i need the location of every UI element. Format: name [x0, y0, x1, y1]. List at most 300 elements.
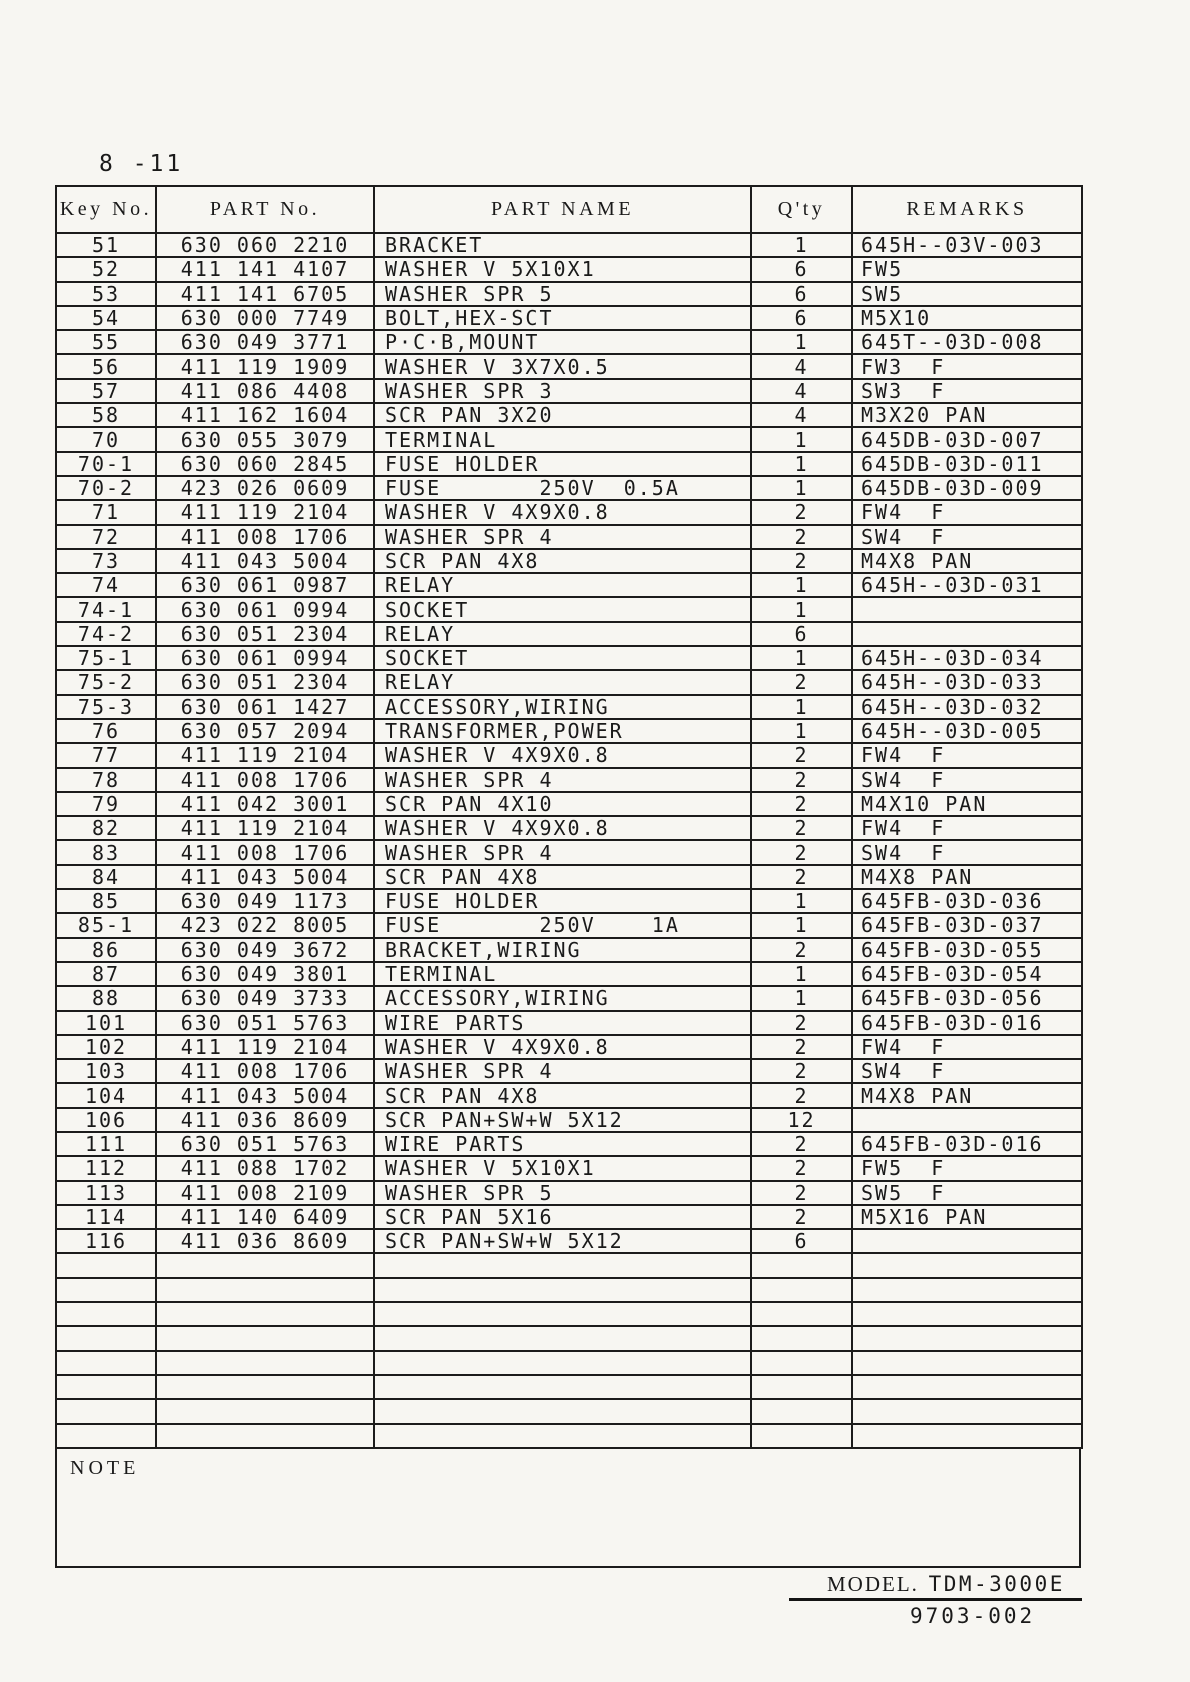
cell-part-name: TERMINAL — [374, 427, 751, 451]
table-row — [56, 986, 1082, 1010]
cell-remarks: FW4 F — [852, 816, 1082, 840]
empty-row — [56, 1326, 1082, 1350]
empty-cell — [156, 1399, 374, 1423]
table-row — [56, 1181, 1082, 1205]
cell-part-name: RELAY — [374, 670, 751, 694]
cell-remarks: 645H--03D-032 — [852, 695, 1082, 719]
cell-remarks — [852, 622, 1082, 646]
table-row — [56, 452, 1082, 476]
table-row — [56, 1205, 1082, 1229]
cell-remarks: FW5 — [852, 257, 1082, 281]
cell-remarks: 645H--03D-034 — [852, 646, 1082, 670]
cell-part-name: WASHER V 5X10X1 — [374, 1156, 751, 1180]
cell-part-name: SCR PAN+SW+W 5X12 — [374, 1229, 751, 1253]
empty-cell — [56, 1302, 156, 1326]
cell-part-no: 411 086 4408 — [156, 379, 374, 403]
cell-part-no: 411 119 2104 — [156, 500, 374, 524]
empty-cell — [751, 1424, 852, 1448]
table-row — [56, 354, 1082, 378]
cell-part-no: 630 061 1427 — [156, 695, 374, 719]
col-header-part-no: PART No. — [156, 186, 374, 233]
cell-part-no: 630 049 3672 — [156, 938, 374, 962]
cell-remarks: M4X10 PAN — [852, 792, 1082, 816]
cell-remarks: SW5 F — [852, 1181, 1082, 1205]
cell-part-name: WASHER V 3X7X0.5 — [374, 354, 751, 378]
table-row — [56, 938, 1082, 962]
cell-remarks: 645H--03D-033 — [852, 670, 1082, 694]
empty-cell — [156, 1302, 374, 1326]
cell-part-no: 630 061 0994 — [156, 646, 374, 670]
cell-part-name: WASHER V 5X10X1 — [374, 257, 751, 281]
cell-qty: 2 — [751, 525, 852, 549]
cell-qty: 1 — [751, 962, 852, 986]
table-row — [56, 1083, 1082, 1107]
empty-cell — [751, 1351, 852, 1375]
cell-remarks: 645DB-03D-009 — [852, 476, 1082, 500]
cell-remarks: M4X8 PAN — [852, 865, 1082, 889]
cell-part-name: BRACKET — [374, 233, 751, 257]
cell-part-no: 411 119 2104 — [156, 816, 374, 840]
cell-key-no: 70-1 — [56, 452, 156, 476]
cell-part-name: WASHER SPR 4 — [374, 768, 751, 792]
table-row — [56, 379, 1082, 403]
empty-cell — [852, 1351, 1082, 1375]
cell-key-no: 53 — [56, 282, 156, 306]
empty-cell — [374, 1351, 751, 1375]
cell-remarks: M3X20 PAN — [852, 403, 1082, 427]
cell-qty: 2 — [751, 670, 852, 694]
cell-part-no: 630 049 1173 — [156, 889, 374, 913]
cell-part-name: TRANSFORMER,POWER — [374, 719, 751, 743]
cell-part-no: 411 036 8609 — [156, 1229, 374, 1253]
empty-cell — [156, 1278, 374, 1302]
cell-remarks: M4X8 PAN — [852, 1083, 1082, 1107]
cell-key-no: 74 — [56, 573, 156, 597]
cell-qty: 2 — [751, 816, 852, 840]
cell-remarks: SW5 — [852, 282, 1082, 306]
table-row — [56, 913, 1082, 937]
table-row — [56, 865, 1082, 889]
empty-cell — [852, 1399, 1082, 1423]
cell-part-no: 411 119 2104 — [156, 743, 374, 767]
cell-remarks: FW5 F — [852, 1156, 1082, 1180]
cell-part-name: SCR PAN+SW+W 5X12 — [374, 1108, 751, 1132]
empty-cell — [751, 1375, 852, 1399]
cell-qty: 6 — [751, 257, 852, 281]
table-row — [56, 500, 1082, 524]
cell-remarks: 645DB-03D-011 — [852, 452, 1082, 476]
cell-key-no: 114 — [56, 1205, 156, 1229]
cell-remarks: 645FB-03D-036 — [852, 889, 1082, 913]
cell-part-name: WASHER SPR 5 — [374, 1181, 751, 1205]
doc-number: 9703-002 — [910, 1604, 1036, 1628]
cell-key-no: 70 — [56, 427, 156, 451]
cell-remarks: M4X8 PAN — [852, 549, 1082, 573]
cell-part-name: SCR PAN 4X10 — [374, 792, 751, 816]
cell-part-name: SCR PAN 5X16 — [374, 1205, 751, 1229]
table-row — [56, 719, 1082, 743]
table-row — [56, 962, 1082, 986]
cell-key-no: 72 — [56, 525, 156, 549]
empty-cell — [56, 1424, 156, 1448]
cell-qty: 2 — [751, 768, 852, 792]
cell-qty: 4 — [751, 403, 852, 427]
table-row — [56, 816, 1082, 840]
cell-key-no: 82 — [56, 816, 156, 840]
cell-key-no: 85 — [56, 889, 156, 913]
cell-qty: 6 — [751, 306, 852, 330]
cell-remarks: SW3 F — [852, 379, 1082, 403]
cell-qty: 1 — [751, 719, 852, 743]
empty-row — [56, 1424, 1082, 1448]
cell-part-no: 630 055 3079 — [156, 427, 374, 451]
cell-remarks: FW4 F — [852, 1035, 1082, 1059]
cell-part-no: 411 008 1706 — [156, 525, 374, 549]
cell-key-no: 75-2 — [56, 670, 156, 694]
cell-qty: 2 — [751, 1132, 852, 1156]
cell-remarks: FW3 F — [852, 354, 1082, 378]
cell-part-no: 411 008 1706 — [156, 768, 374, 792]
cell-remarks: SW4 F — [852, 525, 1082, 549]
cell-qty: 2 — [751, 1011, 852, 1035]
cell-remarks: SW4 F — [852, 840, 1082, 864]
table-row — [56, 1011, 1082, 1035]
cell-key-no: 111 — [56, 1132, 156, 1156]
cell-part-name: FUSE 250V 1A — [374, 913, 751, 937]
cell-qty: 2 — [751, 938, 852, 962]
cell-key-no: 76 — [56, 719, 156, 743]
cell-qty: 1 — [751, 597, 852, 621]
cell-qty: 2 — [751, 1059, 852, 1083]
table-row — [56, 768, 1082, 792]
table-row — [56, 306, 1082, 330]
header-row — [56, 186, 1082, 233]
table-row — [56, 1108, 1082, 1132]
table-row — [56, 743, 1082, 767]
cell-key-no: 51 — [56, 233, 156, 257]
cell-key-no: 85-1 — [56, 913, 156, 937]
cell-remarks: 645H--03V-003 — [852, 233, 1082, 257]
empty-cell — [374, 1253, 751, 1277]
cell-qty: 2 — [751, 792, 852, 816]
cell-part-name: BRACKET,WIRING — [374, 938, 751, 962]
cell-part-name: SCR PAN 4X8 — [374, 865, 751, 889]
cell-part-name: WASHER SPR 4 — [374, 840, 751, 864]
empty-cell — [852, 1278, 1082, 1302]
empty-cell — [156, 1326, 374, 1350]
cell-part-name: P·C·B,MOUNT — [374, 330, 751, 354]
cell-part-no: 630 061 0994 — [156, 597, 374, 621]
cell-qty: 1 — [751, 476, 852, 500]
empty-cell — [374, 1302, 751, 1326]
cell-part-name: SCR PAN 4X8 — [374, 549, 751, 573]
empty-cell — [751, 1253, 852, 1277]
cell-key-no: 113 — [56, 1181, 156, 1205]
cell-remarks: 645FB-03D-056 — [852, 986, 1082, 1010]
cell-part-name: RELAY — [374, 573, 751, 597]
cell-part-no: 630 060 2210 — [156, 233, 374, 257]
cell-part-name: WASHER V 4X9X0.8 — [374, 743, 751, 767]
cell-part-name: FUSE HOLDER — [374, 889, 751, 913]
cell-part-name: FUSE 250V 0.5A — [374, 476, 751, 500]
cell-part-no: 630 051 2304 — [156, 622, 374, 646]
table-row — [56, 695, 1082, 719]
cell-part-no: 630 049 3801 — [156, 962, 374, 986]
cell-part-name: SCR PAN 3X20 — [374, 403, 751, 427]
cell-part-no: 630 000 7749 — [156, 306, 374, 330]
cell-part-no: 411 008 1706 — [156, 840, 374, 864]
cell-part-name: WASHER V 4X9X0.8 — [374, 1035, 751, 1059]
cell-part-no: 630 061 0987 — [156, 573, 374, 597]
empty-cell — [56, 1351, 156, 1375]
cell-part-no: 411 140 6409 — [156, 1205, 374, 1229]
cell-qty: 2 — [751, 865, 852, 889]
cell-qty: 1 — [751, 233, 852, 257]
table-row — [56, 549, 1082, 573]
cell-qty: 6 — [751, 622, 852, 646]
cell-qty: 2 — [751, 1181, 852, 1205]
cell-part-no: 411 043 5004 — [156, 865, 374, 889]
note-label: NOTE — [70, 1457, 140, 1479]
cell-remarks: 645FB-03D-016 — [852, 1011, 1082, 1035]
empty-cell — [751, 1278, 852, 1302]
cell-key-no: 73 — [56, 549, 156, 573]
cell-part-no: 411 008 2109 — [156, 1181, 374, 1205]
cell-part-name: FUSE HOLDER — [374, 452, 751, 476]
cell-part-name: SOCKET — [374, 597, 751, 621]
cell-qty: 2 — [751, 500, 852, 524]
cell-key-no: 54 — [56, 306, 156, 330]
cell-part-name: WIRE PARTS — [374, 1132, 751, 1156]
empty-cell — [374, 1278, 751, 1302]
table-row — [56, 282, 1082, 306]
cell-qty: 2 — [751, 1156, 852, 1180]
cell-remarks: M5X16 PAN — [852, 1205, 1082, 1229]
cell-key-no: 58 — [56, 403, 156, 427]
cell-qty: 2 — [751, 1035, 852, 1059]
cell-key-no: 106 — [56, 1108, 156, 1132]
cell-part-no: 630 049 3771 — [156, 330, 374, 354]
cell-qty: 2 — [751, 840, 852, 864]
cell-part-name: WASHER SPR 4 — [374, 1059, 751, 1083]
cell-remarks: SW4 F — [852, 1059, 1082, 1083]
cell-remarks: M5X10 — [852, 306, 1082, 330]
cell-part-name: TERMINAL — [374, 962, 751, 986]
cell-part-name: SOCKET — [374, 646, 751, 670]
model-label: MODEL. — [827, 1572, 919, 1596]
cell-part-name: ACCESSORY,WIRING — [374, 695, 751, 719]
table-row — [56, 403, 1082, 427]
cell-part-no: 411 162 1604 — [156, 403, 374, 427]
cell-part-no: 411 043 5004 — [156, 549, 374, 573]
table-row — [56, 1156, 1082, 1180]
cell-qty: 1 — [751, 695, 852, 719]
cell-qty: 1 — [751, 646, 852, 670]
cell-part-no: 630 051 2304 — [156, 670, 374, 694]
cell-qty: 12 — [751, 1108, 852, 1132]
empty-row — [56, 1375, 1082, 1399]
cell-part-name: WASHER SPR 3 — [374, 379, 751, 403]
cell-remarks — [852, 597, 1082, 621]
empty-cell — [852, 1326, 1082, 1350]
empty-cell — [852, 1424, 1082, 1448]
cell-key-no: 56 — [56, 354, 156, 378]
empty-row — [56, 1351, 1082, 1375]
empty-cell — [374, 1326, 751, 1350]
empty-cell — [156, 1351, 374, 1375]
empty-cell — [852, 1253, 1082, 1277]
empty-cell — [156, 1375, 374, 1399]
cell-part-name: WASHER SPR 4 — [374, 525, 751, 549]
cell-part-no: 411 141 4107 — [156, 257, 374, 281]
empty-cell — [374, 1375, 751, 1399]
empty-cell — [56, 1375, 156, 1399]
cell-qty: 4 — [751, 354, 852, 378]
empty-cell — [852, 1375, 1082, 1399]
table-row — [56, 1132, 1082, 1156]
cell-part-no: 630 057 2094 — [156, 719, 374, 743]
cell-key-no: 74-1 — [56, 597, 156, 621]
table-row — [56, 840, 1082, 864]
table-row — [56, 1059, 1082, 1083]
cell-part-name: WASHER V 4X9X0.8 — [374, 500, 751, 524]
cell-remarks — [852, 1108, 1082, 1132]
table-row — [56, 1229, 1082, 1253]
empty-row — [56, 1253, 1082, 1277]
table-row — [56, 525, 1082, 549]
table-row — [56, 330, 1082, 354]
cell-remarks — [852, 1229, 1082, 1253]
cell-part-name: WASHER V 4X9X0.8 — [374, 816, 751, 840]
empty-cell — [56, 1399, 156, 1423]
cell-key-no: 55 — [56, 330, 156, 354]
cell-key-no: 102 — [56, 1035, 156, 1059]
table-row — [56, 622, 1082, 646]
cell-remarks: FW4 F — [852, 500, 1082, 524]
cell-key-no: 52 — [56, 257, 156, 281]
cell-key-no: 86 — [56, 938, 156, 962]
cell-remarks: 645FB-03D-016 — [852, 1132, 1082, 1156]
page-number: 8 -11 — [99, 151, 184, 177]
col-header-key-no: Key No. — [56, 186, 156, 233]
parts-table — [55, 185, 1083, 1449]
model-line — [789, 1572, 1082, 1601]
cell-qty: 6 — [751, 282, 852, 306]
cell-qty: 1 — [751, 986, 852, 1010]
cell-qty: 4 — [751, 379, 852, 403]
empty-row — [56, 1278, 1082, 1302]
empty-row — [56, 1399, 1082, 1423]
cell-part-no: 423 026 0609 — [156, 476, 374, 500]
cell-key-no: 112 — [56, 1156, 156, 1180]
cell-part-name: BOLT,HEX-SCT — [374, 306, 751, 330]
cell-part-no: 423 022 8005 — [156, 913, 374, 937]
col-header-remarks: REMARKS — [852, 186, 1082, 233]
cell-part-name: RELAY — [374, 622, 751, 646]
table-row — [56, 597, 1082, 621]
cell-qty: 6 — [751, 1229, 852, 1253]
cell-qty: 2 — [751, 743, 852, 767]
cell-key-no: 101 — [56, 1011, 156, 1035]
cell-part-name: SCR PAN 4X8 — [374, 1083, 751, 1107]
empty-cell — [56, 1278, 156, 1302]
empty-cell — [852, 1302, 1082, 1326]
cell-part-no: 411 119 1909 — [156, 354, 374, 378]
cell-part-no: 630 051 5763 — [156, 1011, 374, 1035]
cell-qty: 1 — [751, 889, 852, 913]
cell-key-no: 83 — [56, 840, 156, 864]
cell-key-no: 57 — [56, 379, 156, 403]
cell-remarks: 645FB-03D-055 — [852, 938, 1082, 962]
empty-row — [56, 1302, 1082, 1326]
cell-qty: 1 — [751, 427, 852, 451]
table-row — [56, 573, 1082, 597]
cell-key-no: 77 — [56, 743, 156, 767]
empty-cell — [156, 1424, 374, 1448]
cell-key-no: 87 — [56, 962, 156, 986]
cell-part-name: WASHER SPR 5 — [374, 282, 751, 306]
cell-qty: 1 — [751, 330, 852, 354]
cell-key-no: 74-2 — [56, 622, 156, 646]
cell-part-no: 630 060 2845 — [156, 452, 374, 476]
cell-remarks: 645H--03D-031 — [852, 573, 1082, 597]
cell-remarks: 645FB-03D-037 — [852, 913, 1082, 937]
cell-part-no: 411 141 6705 — [156, 282, 374, 306]
cell-part-no: 411 008 1706 — [156, 1059, 374, 1083]
cell-part-no: 411 042 3001 — [156, 792, 374, 816]
cell-qty: 2 — [751, 1205, 852, 1229]
cell-qty: 1 — [751, 913, 852, 937]
cell-remarks: 645H--03D-005 — [852, 719, 1082, 743]
table-row — [56, 233, 1082, 257]
cell-key-no: 78 — [56, 768, 156, 792]
cell-key-no: 116 — [56, 1229, 156, 1253]
cell-remarks: SW4 F — [852, 768, 1082, 792]
cell-key-no: 103 — [56, 1059, 156, 1083]
cell-qty: 2 — [751, 549, 852, 573]
table-row — [56, 257, 1082, 281]
note-box — [55, 1447, 1081, 1568]
cell-key-no: 88 — [56, 986, 156, 1010]
cell-key-no: 71 — [56, 500, 156, 524]
table-row — [56, 670, 1082, 694]
cell-part-no: 630 049 3733 — [156, 986, 374, 1010]
cell-part-no: 411 119 2104 — [156, 1035, 374, 1059]
cell-key-no: 104 — [56, 1083, 156, 1107]
cell-part-no: 411 036 8609 — [156, 1108, 374, 1132]
table-row — [56, 476, 1082, 500]
empty-cell — [56, 1253, 156, 1277]
cell-part-name: ACCESSORY,WIRING — [374, 986, 751, 1010]
table-row — [56, 792, 1082, 816]
table-row — [56, 1035, 1082, 1059]
cell-part-no: 411 088 1702 — [156, 1156, 374, 1180]
cell-part-no: 411 043 5004 — [156, 1083, 374, 1107]
table-row — [56, 889, 1082, 913]
empty-cell — [751, 1399, 852, 1423]
cell-key-no: 75-1 — [56, 646, 156, 670]
empty-cell — [751, 1302, 852, 1326]
empty-cell — [156, 1253, 374, 1277]
cell-key-no: 75-3 — [56, 695, 156, 719]
cell-remarks: 645FB-03D-054 — [852, 962, 1082, 986]
cell-remarks: 645DB-03D-007 — [852, 427, 1082, 451]
empty-cell — [56, 1326, 156, 1350]
empty-cell — [751, 1326, 852, 1350]
cell-remarks: FW4 F — [852, 743, 1082, 767]
empty-cell — [374, 1399, 751, 1423]
cell-qty: 1 — [751, 452, 852, 476]
